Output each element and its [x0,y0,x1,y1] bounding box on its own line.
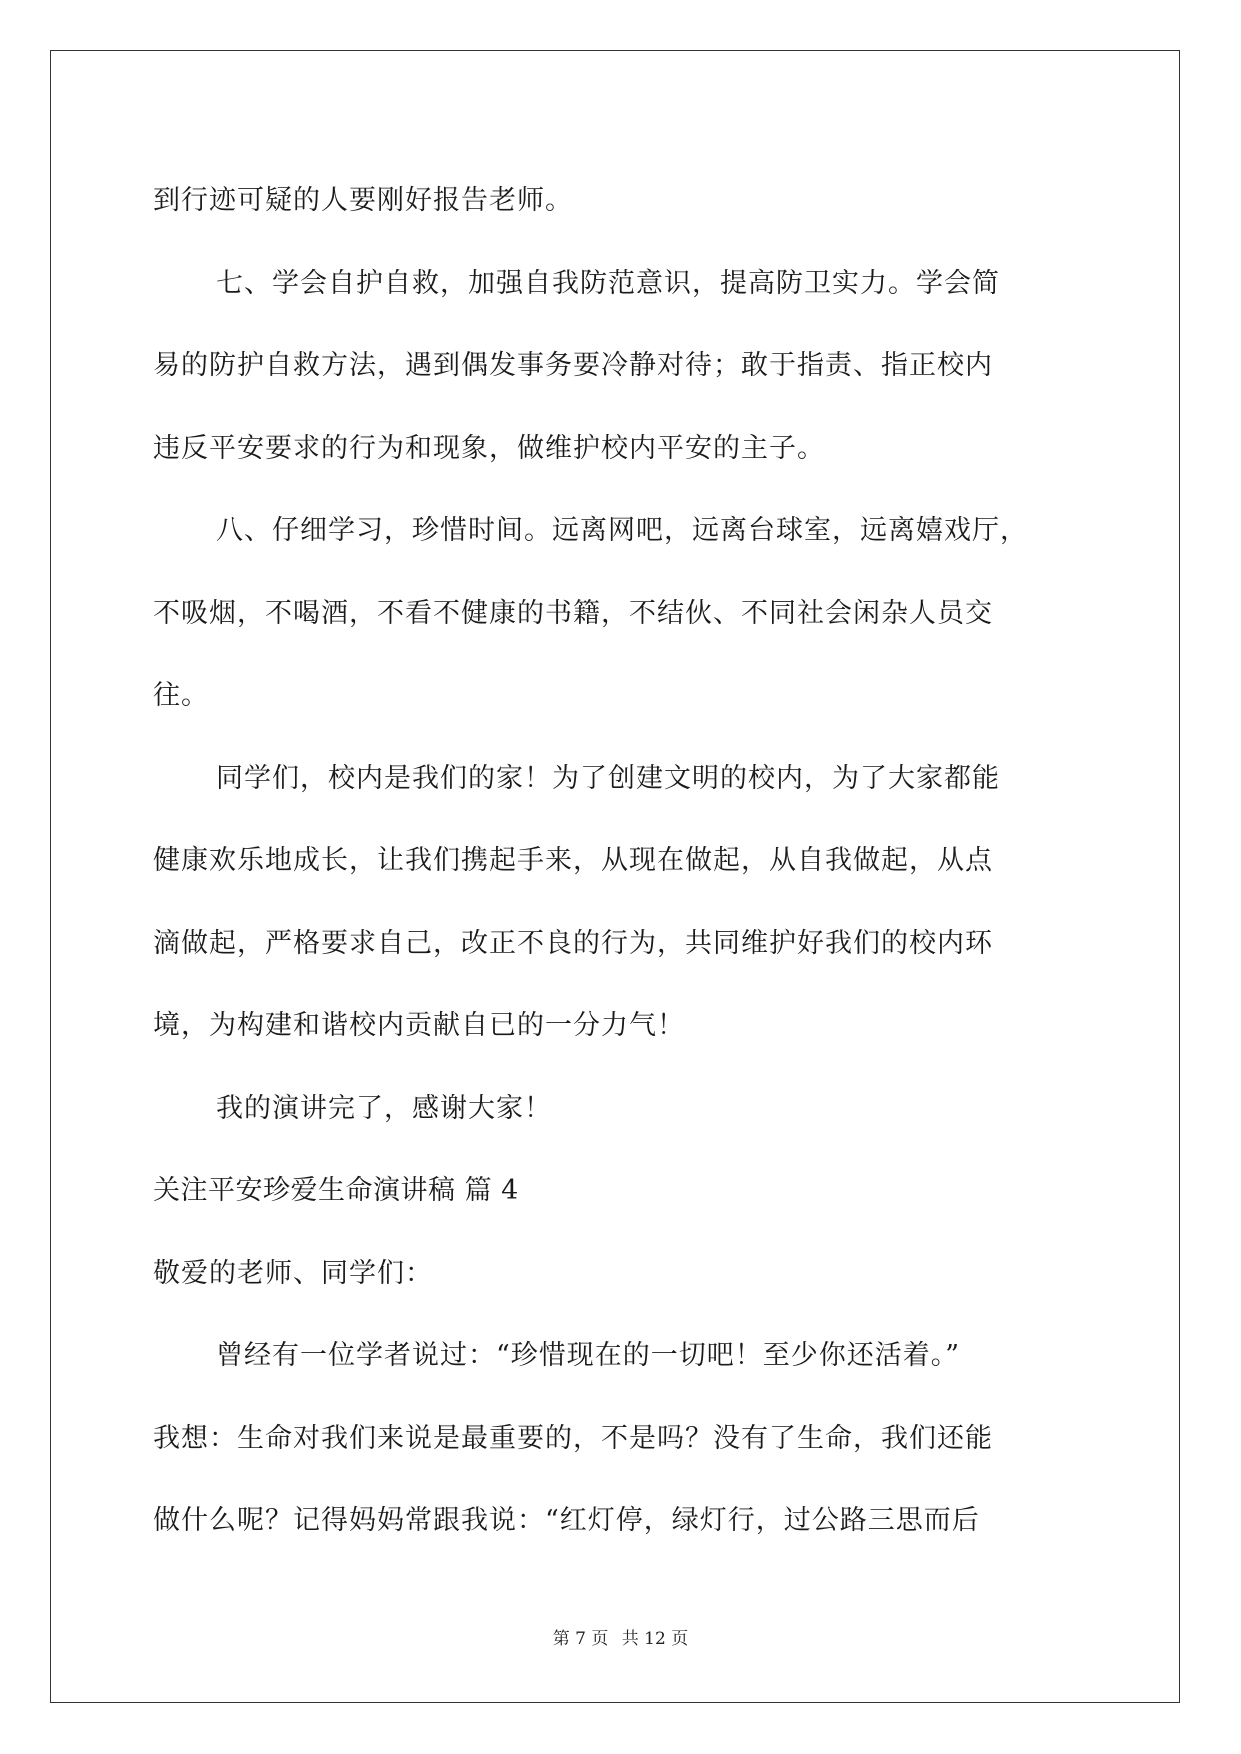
text-line: 我想：生命对我们来说是最重要的，不是吗？没有了生命，我们还能 [153,1422,993,1454]
text-line: 七、学会自护自救，加强自我防范意识，提高防卫实力。学会简 [216,267,1000,299]
salutation: 敬爱的老师、同学们： [153,1257,433,1289]
text-line: 境，为构建和谐校内贡献自已的一分力气！ [153,1010,685,1041]
total-page-count: 共 12 页 [621,1629,689,1649]
page-footer [0,1624,1241,1649]
section-heading: 关注平安珍爱生命演讲稿 篇 4 [153,1175,519,1206]
text-line: 做什么呢？记得妈妈常跟我说：“红灯停，绿灯行，过公路三思而后 [153,1505,980,1536]
text-line: 往。 [153,680,209,711]
text-line: 我的演讲完了，感谢大家！ [216,1092,552,1124]
text-line: 八、仔细学习，珍惜时间。远离网吧，远离台球室，远离嬉戏厅， [216,515,1028,546]
text-line: 健康欢乐地成长，让我们携起手来，从现在做起，从自我做起，从点 [153,845,993,876]
text-line: 易的防护自救方法，遇到偶发事务要冷静对待；敢于指责、指正校内 [153,350,993,381]
text-line: 曾经有一位学者说过：“珍惜现在的一切吧！至少你还活着。” [216,1340,961,1371]
text-line: 不吸烟，不喝酒，不看不健康的书籍，不结伙、不同社会闲杂人员交 [153,597,993,629]
text-line: 滴做起，严格要求自己，改正不良的行为，共同维护好我们的校内环 [153,927,993,959]
current-page-number: 第 7 页 [552,1629,609,1649]
document-body [153,160,1093,1563]
text-line: 到行迹可疑的人要刚好报告老师。 [153,185,573,216]
text-line: 违反平安要求的行为和现象，做维护校内平安的主子。 [153,432,825,464]
text-line: 同学们，校内是我们的家！为了创建文明的校内，为了大家都能 [216,762,1000,794]
